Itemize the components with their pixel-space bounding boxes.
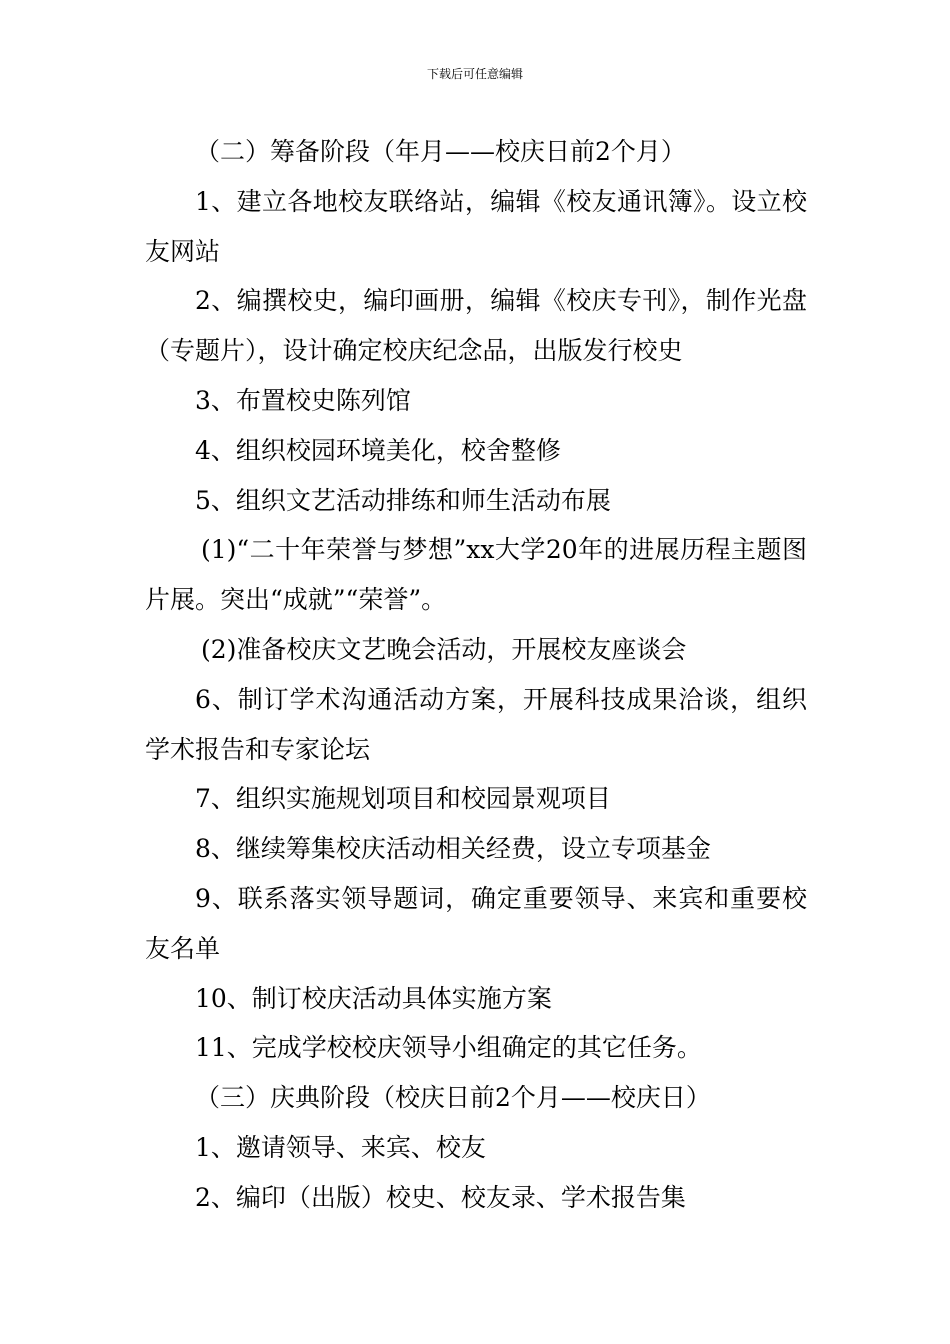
list-item: 2、编印（出版）校史、校友录、学术报告集 bbox=[195, 1182, 686, 1212]
list-item: 3、布置校史陈列馆 bbox=[195, 385, 411, 415]
list-item: 1、建立各地校友联络站，编辑《校友通讯簿》。设立校友网站 bbox=[145, 186, 807, 266]
list-item: 11、完成学校校庆领导小组确定的其它任务。 bbox=[195, 1033, 702, 1063]
list-item: 6、制订学术沟通活动方案，开展科技成果洽谈，组织学术报告和专家论坛 bbox=[145, 684, 807, 764]
page-header: 下载后可任意编辑 bbox=[426, 67, 523, 81]
section-heading-celebration: （三）庆典阶段（校庆日前2个月——校庆日） bbox=[195, 1083, 711, 1113]
list-item: 9、联系落实领导题词，确定重要领导、来宾和重要校友名单 bbox=[145, 883, 807, 963]
document-body bbox=[145, 127, 807, 1223]
list-item: 5、组织文艺活动排练和师生活动布展 bbox=[195, 485, 611, 515]
sub-list-item: (2)准备校庆文艺晚会活动，开展校友座谈会 bbox=[201, 634, 687, 664]
list-item: 4、组织校园环境美化，校舍整修 bbox=[195, 435, 561, 465]
list-item: 8、继续筹集校庆活动相关经费，设立专项基金 bbox=[195, 834, 711, 864]
section-heading-preparation: （二）筹备阶段（年月——校庆日前2个月） bbox=[195, 137, 686, 166]
list-item: 1、邀请领导、来宾、校友 bbox=[195, 1132, 486, 1162]
list-item: 7、组织实施规划项目和校园景观项目 bbox=[195, 784, 611, 814]
list-item: 10、制订校庆活动具体实施方案 bbox=[195, 983, 552, 1013]
sub-list-item: (1)“二十年荣誉与梦想”xx大学20年的进展历程主题图片展。突出“成就”“荣誉”。 bbox=[145, 535, 807, 615]
list-item: 2、编撰校史，编印画册，编辑《校庆专刊》，制作光盘（专题片），设计确定校庆纪念品，出版发行校史 bbox=[145, 286, 807, 366]
